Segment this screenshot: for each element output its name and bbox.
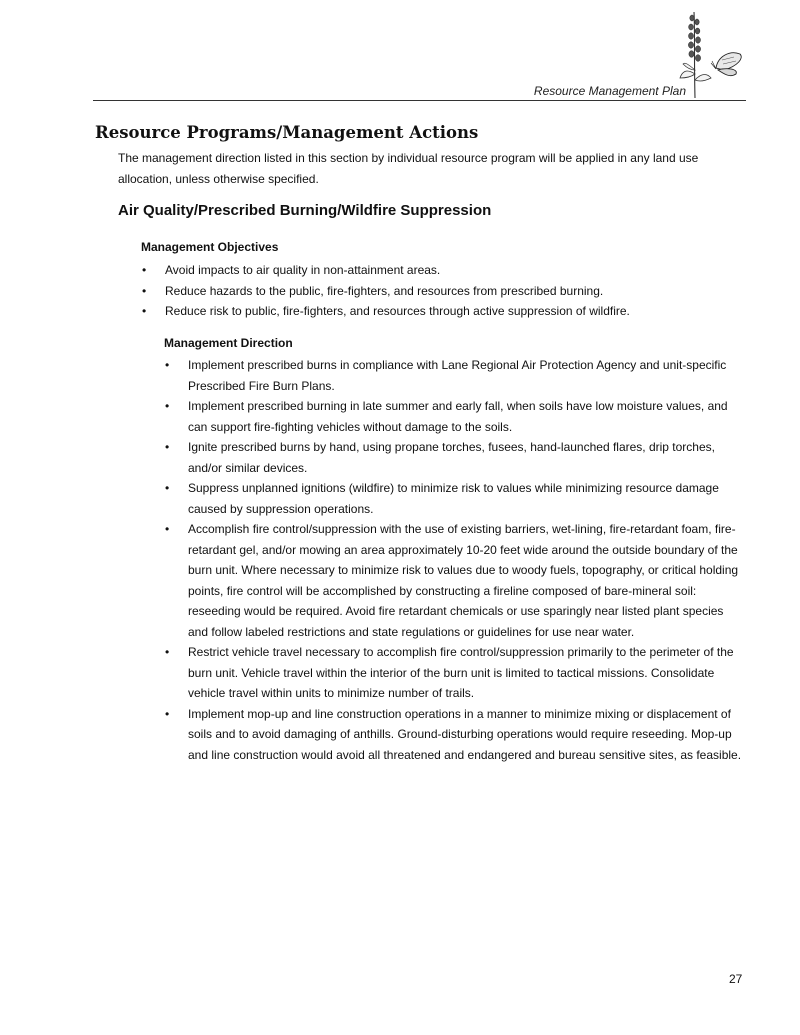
bullet-icon: • [165,522,170,536]
list-item-text: Suppress unplanned ignitions (wildfire) to minimize risk to values while minimizing resource damage caused by suppression operations. [188,481,719,516]
running-header: Resource Management Plan [533,84,686,98]
list-item-text: Implement prescribed burning in late summer and early fall, when soils have low moisture values, and can support fire-fighting vehicles without damage to the soils. [188,399,728,434]
list-item [164,355,746,396]
list-item [164,704,746,766]
list-item-text: Reduce hazards to the public, fire-fighters, and resources from prescribed burning. [165,283,604,298]
list-item [164,478,746,519]
direction-heading: Management Direction [164,336,293,350]
objectives-list [141,260,741,322]
header-divider [93,100,746,101]
bullet-icon: • [165,706,170,721]
bullet-icon: • [142,263,147,277]
list-item-text: Implement prescribed burns in compliance with Lane Regional Air Protection Agency and unit-specific Prescribed Fire Burn Plans. [188,358,727,393]
list-item [164,437,746,478]
list-item-text: Avoid impacts to air quality in non-attainment areas. [165,263,441,277]
section-intro: The management direction listed in this section by individual resource program will be applied in any land use allocation, unless otherwise specified. [118,151,699,186]
bullet-icon: • [165,481,170,495]
bullet-icon: • [165,440,170,454]
bullet-icon: • [165,358,170,372]
list-item-text: Reduce risk to public, fire-fighters, and resources through active suppression of wildfire. [165,304,630,318]
list-item [164,396,746,437]
bullet-icon: • [142,304,147,318]
list-item-text: Implement mop-up and line construction operations in a manner to minimize mixing or displacement of soils and to avoid damaging of anthills. Ground-disturbing operations would require reseeding. Mop-up and line construction would avoid all threatened and endangered and bureau sensitive sites, as feasible. [188,706,742,762]
list-item [164,519,746,642]
section-title: Resource Programs/Management Actions [95,123,479,142]
wildflower-butterfly-icon [678,8,748,100]
bullet-icon: • [165,399,170,413]
list-item [141,260,741,281]
list-item [141,301,741,322]
list-item-text: Accomplish fire control/suppression with the use of existing barriers, wet-lining, fire-retardant foam, fire-retardant gel, and/or mowing an area approximately 10-20 feet wide around the outside boundary of the burn unit. Where necessary to minimize risk to values due to woody fuels, topography, or critical holding points, fire control will be accomplished by constructing a fireline composed of bare-mineral soil: reseeding would be required. Avoid fire retardant chemicals or use sparingly near listed plant species and follow labeled restrictions and state regulations or guidelines for use near water. [188,522,739,639]
direction-list [164,355,746,765]
list-item-text: Restrict vehicle travel necessary to accomplish fire control/suppression primarily to the perimeter of the burn unit. Vehicle travel within the interior of the burn unit is limited to tactical missions. Consolidate vehicle travel within units to minimize number of trails. [188,645,734,700]
subsection-title: Air Quality/Prescribed Burning/Wildfire Suppression [118,202,492,219]
bullet-icon: • [142,283,147,298]
list-item [141,281,741,302]
page-number: 27 [729,972,743,986]
list-item-text: Ignite prescribed burns by hand, using propane torches, fusees, hand-launched flares, drip torches, and/or similar devices. [188,440,715,475]
list-item [164,642,746,704]
objectives-heading: Management Objectives [141,240,279,254]
bullet-icon: • [165,645,170,659]
